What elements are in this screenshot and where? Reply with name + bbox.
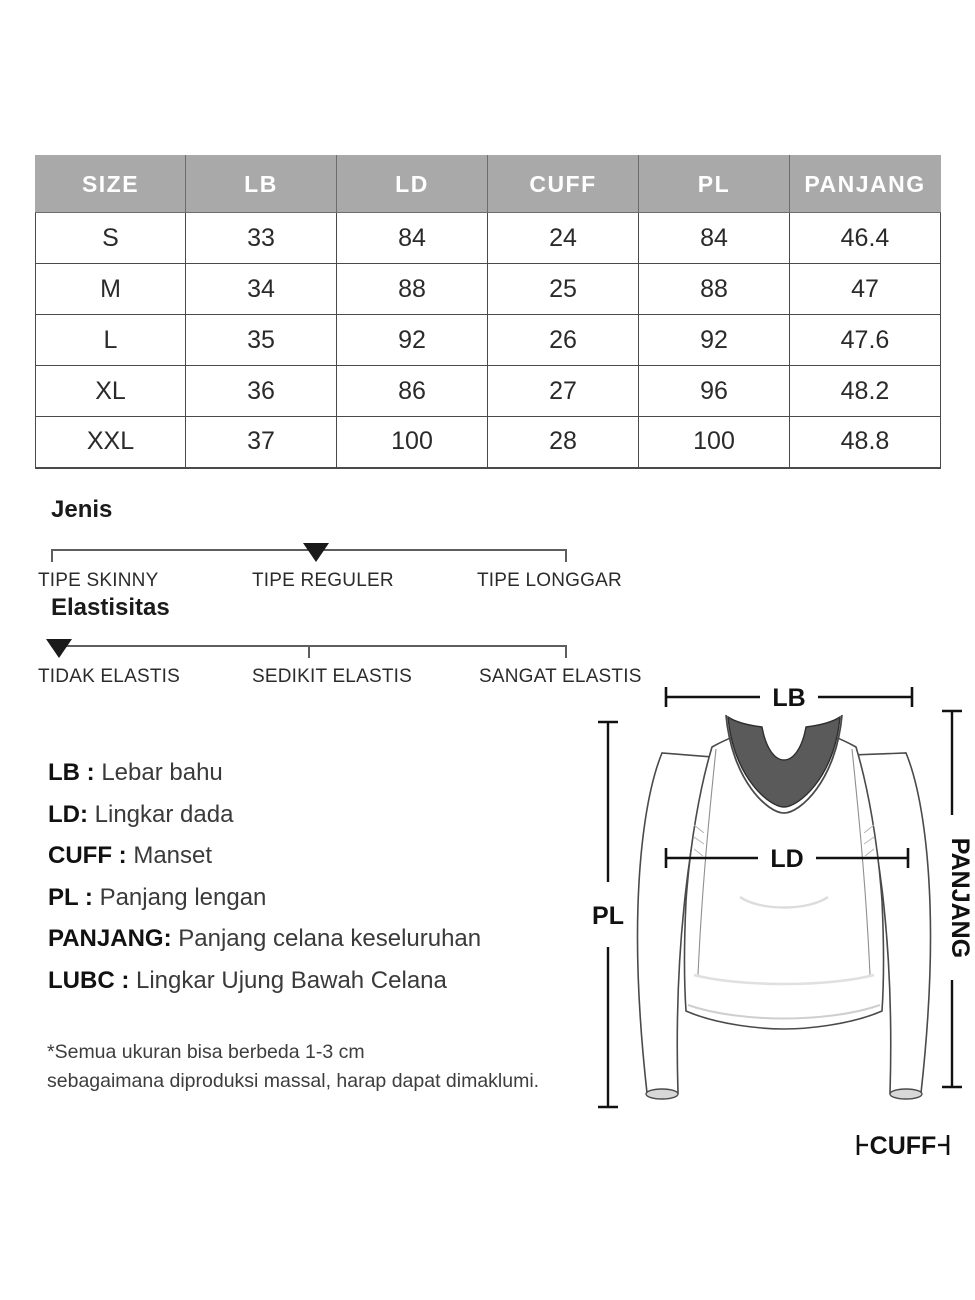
table-row (36, 264, 941, 315)
cell-size: XXL (36, 417, 186, 468)
fit-type-marker-triangle-icon (303, 543, 329, 562)
cell-panjang: 48.8 (790, 417, 941, 468)
fit-type-title: Jenis (51, 496, 113, 523)
cell-lb: 34 (186, 264, 337, 315)
fit-type-label-longgar: TIPE LONGGAR (477, 570, 622, 591)
measure-ld-label: LD (770, 845, 804, 873)
cell-size: M (36, 264, 186, 315)
cell-size: L (36, 315, 186, 366)
legend-desc-ld: Lingkar dada (94, 800, 234, 828)
table-header-row (36, 156, 941, 213)
elasticity-title: Elastisitas (51, 594, 170, 621)
cell-panjang: 47.6 (790, 315, 941, 366)
cell-cuff: 26 (488, 315, 639, 366)
cell-ld: 92 (337, 315, 488, 366)
measure-pl-label: PL (592, 902, 624, 930)
measure-panjang-annotation (942, 711, 974, 1087)
legend-item-pl (48, 877, 568, 919)
cell-panjang: 47 (790, 264, 941, 315)
measure-pl-annotation (592, 722, 624, 1107)
legend-abbr-ld: LD: (48, 800, 88, 828)
elasticity-label-sedikit: SEDIKIT ELASTIS (252, 666, 412, 687)
elasticity-tick-end (565, 645, 567, 658)
legend-desc-cuff: Manset (133, 842, 213, 869)
legend-item-ld (48, 794, 568, 836)
cell-panjang: 46.4 (790, 213, 941, 264)
table-row (36, 417, 941, 468)
fit-type-label-reguler: TIPE REGULER (252, 570, 394, 591)
legend-abbr-lubc: LUBC : (48, 966, 130, 994)
legend-item-lb (48, 752, 568, 794)
cell-cuff: 27 (488, 366, 639, 417)
elasticity-label-sangat: SANGAT ELASTIS (479, 666, 642, 687)
legend-abbr-lb: LB : (48, 759, 95, 786)
column-header-size: SIZE (36, 156, 186, 213)
footnote-line-2: sebagaimana diproduksi massal, harap dapat dimaklumi. (47, 1070, 540, 1092)
cell-size: S (36, 213, 186, 264)
size-chart-table (35, 155, 941, 469)
column-header-lb: LB (186, 156, 337, 213)
measure-panjang-label: PANJANG (946, 837, 974, 959)
measurement-legend (48, 752, 568, 1001)
cell-pl: 92 (639, 315, 790, 366)
elasticity-label-tidak: TIDAK ELASTIS (38, 666, 180, 687)
legend-item-cuff (48, 835, 568, 877)
cell-ld: 100 (337, 417, 488, 468)
cell-pl: 96 (639, 366, 790, 417)
measure-lb-annotation (666, 684, 912, 712)
fit-type-scale (0, 498, 640, 596)
elasticity-tick-middle (308, 645, 310, 658)
garment-illustration (590, 675, 975, 1175)
legend-abbr-cuff: CUFF : (48, 842, 127, 869)
legend-desc-lb: Lebar bahu (101, 759, 223, 786)
legend-desc-pl: Panjang lengan (99, 883, 267, 911)
elasticity-track (51, 636, 567, 662)
measure-lb-label: LB (772, 684, 806, 712)
cell-pl: 84 (639, 213, 790, 264)
cell-lb: 36 (186, 366, 337, 417)
cell-panjang: 48.2 (790, 366, 941, 417)
cell-pl: 100 (639, 417, 790, 468)
table-row (36, 366, 941, 417)
cell-ld: 84 (337, 213, 488, 264)
fit-type-tick-start (51, 549, 53, 562)
measure-cuff-label: CUFF (869, 1132, 937, 1160)
cell-pl: 88 (639, 264, 790, 315)
cell-cuff: 25 (488, 264, 639, 315)
cell-cuff: 24 (488, 213, 639, 264)
elasticity-labels (0, 666, 640, 692)
column-header-pl: PL (639, 156, 790, 213)
fit-type-track (51, 540, 567, 566)
cell-cuff: 28 (488, 417, 639, 468)
legend-desc-panjang: Panjang celana keseluruhan (178, 925, 482, 952)
legend-item-panjang (48, 918, 568, 960)
cell-ld: 88 (337, 264, 488, 315)
table-row (36, 213, 941, 264)
table-header (36, 156, 941, 213)
legend-abbr-pl: PL : (48, 883, 93, 911)
fit-type-label-skinny: TIPE SKINNY (38, 570, 159, 591)
column-header-ld: LD (337, 156, 488, 213)
footnote-disclaimer (47, 1038, 607, 1096)
elasticity-scale (0, 596, 640, 692)
legend-desc-lubc: Lingkar Ujung Bawah Celana (136, 966, 447, 994)
elasticity-marker-triangle-icon (46, 639, 72, 658)
cell-lb: 37 (186, 417, 337, 468)
garment-right-cuff-opening (890, 1089, 922, 1099)
garment-drawing (637, 715, 930, 1099)
column-header-cuff: CUFF (488, 156, 639, 213)
cell-lb: 35 (186, 315, 337, 366)
legend-abbr-panjang: PANJANG: (48, 925, 172, 952)
garment-left-cuff-opening (646, 1089, 678, 1099)
cell-size: XL (36, 366, 186, 417)
table-row (36, 315, 941, 366)
column-header-panjang: PANJANG (790, 156, 941, 213)
legend-item-lubc (48, 960, 568, 1002)
table-body (36, 213, 941, 468)
cell-ld: 86 (337, 366, 488, 417)
cell-lb: 33 (186, 213, 337, 264)
footnote-line-1: *Semua ukuran bisa berbeda 1-3 cm (47, 1041, 365, 1063)
fit-type-labels (0, 570, 640, 596)
fit-type-tick-end (565, 549, 567, 562)
measure-cuff-annotation (858, 1132, 948, 1160)
